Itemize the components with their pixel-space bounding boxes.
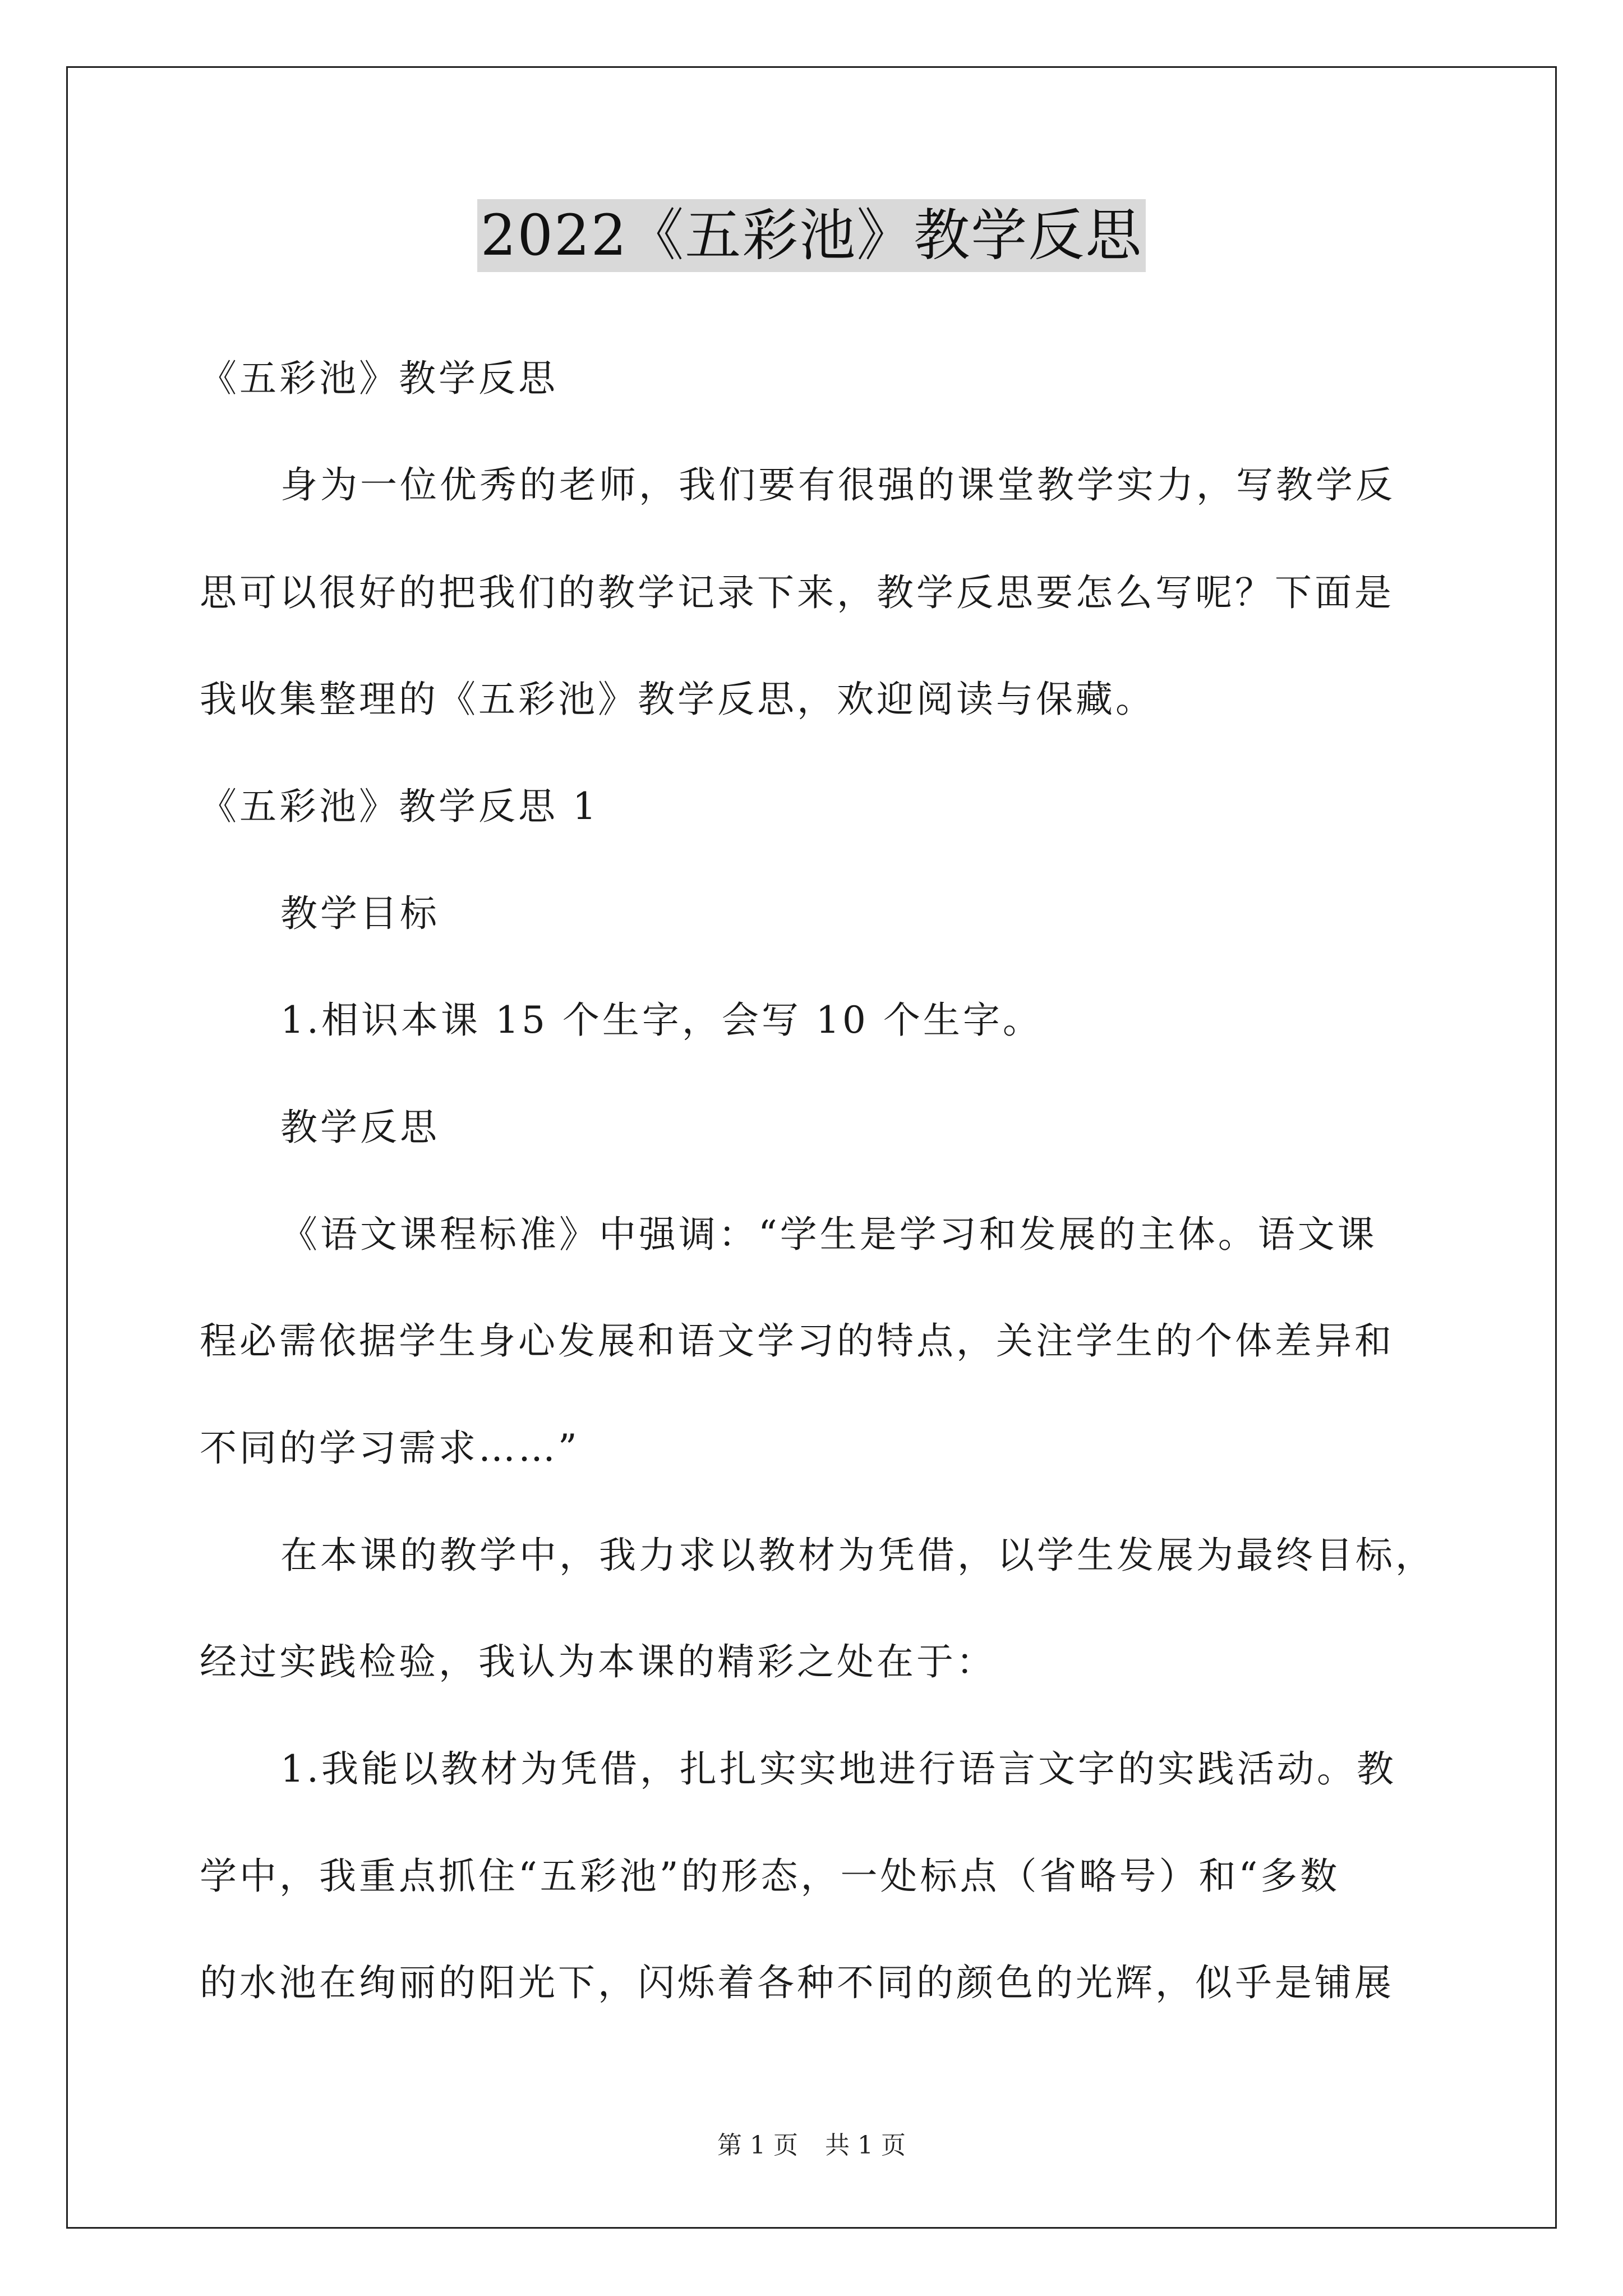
title-container xyxy=(0,199,1623,272)
paragraph-line: 1.相识本课 15 个生字，会写 10 个生字。 xyxy=(280,999,1043,1042)
section-heading: 《五彩池》教学反思 1 xyxy=(200,785,599,828)
page-footer xyxy=(0,2129,1623,2162)
page-total: 共 1 页 xyxy=(825,2131,906,2160)
page-number: 第 1 页 xyxy=(717,2131,798,2160)
paragraph-line: 程必需依据学生身心发展和语文学习的特点，关注学生的个体差异和 xyxy=(200,1319,1394,1363)
paragraph-line: 身为一位优秀的老师，我们要有很强的课堂教学实力，写教学反 xyxy=(280,463,1395,507)
paragraph-line: 经过实践检验，我认为本课的精彩之处在于： xyxy=(200,1640,996,1683)
paragraph-line: 不同的学习需求……” xyxy=(200,1427,580,1470)
paragraph-line: 教学目标 xyxy=(280,892,440,935)
paragraph-line: 《语文课程标准》中强调：“学生是学习和发展的主体。语文课 xyxy=(280,1213,1377,1256)
document-title: 2022《五彩池》教学反思 xyxy=(477,199,1146,272)
paragraph-line: 思可以很好的把我们的教学记录下来，教学反思要怎么写呢？下面是 xyxy=(200,571,1394,614)
paragraph-line: 我收集整理的《五彩池》教学反思，欢迎阅读与保藏。 xyxy=(200,678,1155,721)
paragraph-line: 教学反思 xyxy=(280,1106,440,1149)
paragraph-line: 的水池在绚丽的阳光下，闪烁着各种不同的颜色的光辉，似乎是铺展 xyxy=(200,1961,1394,2004)
paragraph-line: 1.我能以教材为凭借，扎扎实实地进行语言文字的实践活动。教 xyxy=(280,1747,1396,1791)
paragraph-line: 在本课的教学中，我力求以教材为凭借，以学生发展为最终目标， xyxy=(280,1534,1435,1577)
subtitle-line: 《五彩池》教学反思 xyxy=(200,357,558,400)
paragraph-line: 学中，我重点抓住“五彩池”的形态，一处标点（省略号）和“多数 xyxy=(200,1855,1340,1898)
